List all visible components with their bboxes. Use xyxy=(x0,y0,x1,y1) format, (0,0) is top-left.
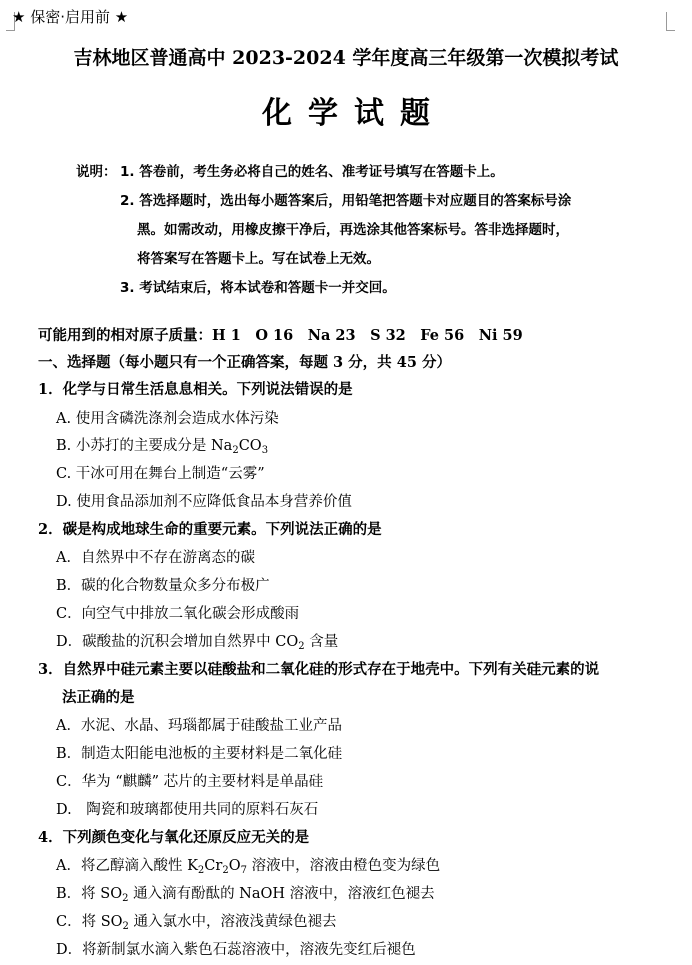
question-3-option-b: B．制造太阳能电池板的主要材料是二氧化硅 xyxy=(56,746,343,762)
question-1-stem: 1．化学与日常生活息息相关。下列说法错误的是 xyxy=(38,381,353,398)
exam-title: 吉林地区普通高中 2023-2024 学年度高三年级第一次模拟考试 xyxy=(73,47,619,69)
right-crop-mark xyxy=(666,12,675,31)
instruction-item-2-line-2: 黑。如需改动，用橡皮擦干净后，再选涂其他答案标号。答非选择题时， xyxy=(137,222,569,238)
section-title: 一、选择题（每小题只有一个正确答案，每题 3 分，共 45 分） xyxy=(38,354,451,371)
question-3-stem-line-2: 法正确的是 xyxy=(62,689,135,706)
instruction-item-3: 3. 考试结束后，将本试卷和答题卡一并交回。 xyxy=(120,280,396,296)
question-4-option-a: A．将乙醇滴入酸性 $K_2Cr_2O_7$ 溶液中，溶液由橙色变为绿色 xyxy=(56,858,441,876)
question-3-option-d: D. 陶瓷和玻璃都使用共同的原料石灰石 xyxy=(56,802,319,818)
question-1-option-d: D. 使用食品添加剂不应降低食品本身营养价值 xyxy=(56,494,352,510)
question-4-option-d: D．将新制氯水滴入紫色石蕊溶液中，溶液先变红后褪色 xyxy=(56,942,416,958)
question-2-option-d: D．碳酸盐的沉积会增加自然界中 $CO_2$ 含量 xyxy=(56,634,339,652)
instructions-label: 说明： xyxy=(76,164,117,180)
instruction-item-2-line-1: 2. 答选择题时，选出每小题答案后，用铅笔把答题卡对应题目的答案标号涂 xyxy=(120,193,572,209)
question-4-option-b: B．将 $SO_2$ 通入滴有酚酞的 NaOH 溶液中，溶液红色褪去 xyxy=(56,886,435,904)
question-1-option-a: A. 使用含磷洗涤剂会造成水体污染 xyxy=(56,411,279,427)
atomic-masses: 可能用到的相对原子质量：H 1 O 16 Na 23 S 32 Fe 56 Ni 59 xyxy=(38,327,523,344)
subject-title: 化学试题 xyxy=(262,96,446,131)
question-1-option-b: B. 小苏打的主要成分是 $Na_2CO_3$ xyxy=(56,438,269,456)
question-4-stem: 4．下列颜色变化与氧化还原反应无关的是 xyxy=(38,829,310,846)
instruction-item-1: 1. 答卷前，考生务必将自己的姓名、准考证号填写在答题卡上。 xyxy=(120,164,504,180)
question-2-option-c: C．向空气中排放二氧化碳会形成酸雨 xyxy=(56,606,300,622)
question-4-option-c: C．将 $SO_2$ 通入氯水中，溶液浅黄绿色褪去 xyxy=(56,914,337,932)
confidential-label: ★ 保密·启用前 ★ xyxy=(12,8,129,26)
question-1-option-c: C. 干冰可用在舞台上制造“云雾” xyxy=(56,466,265,482)
question-3-option-c: C．华为 “麒麟” 芯片的主要材料是单晶硅 xyxy=(56,774,324,790)
instruction-item-2-line-3: 将答案写在答题卡上。写在试卷上无效。 xyxy=(137,251,380,267)
question-3-option-a: A．水泥、水晶、玛瑙都属于硅酸盐工业产品 xyxy=(56,718,342,734)
question-2-stem: 2．碳是构成地球生命的重要元素。下列说法正确的是 xyxy=(38,521,382,538)
question-2-option-a: A．自然界中不存在游离态的碳 xyxy=(56,550,255,566)
question-2-option-b: B．碳的化合物数量众多分布极广 xyxy=(56,578,270,594)
question-3-stem-line-1: 3．自然界中硅元素主要以硅酸盐和二氧化硅的形式存在于地壳中。下列有关硅元素的说 xyxy=(38,661,600,678)
